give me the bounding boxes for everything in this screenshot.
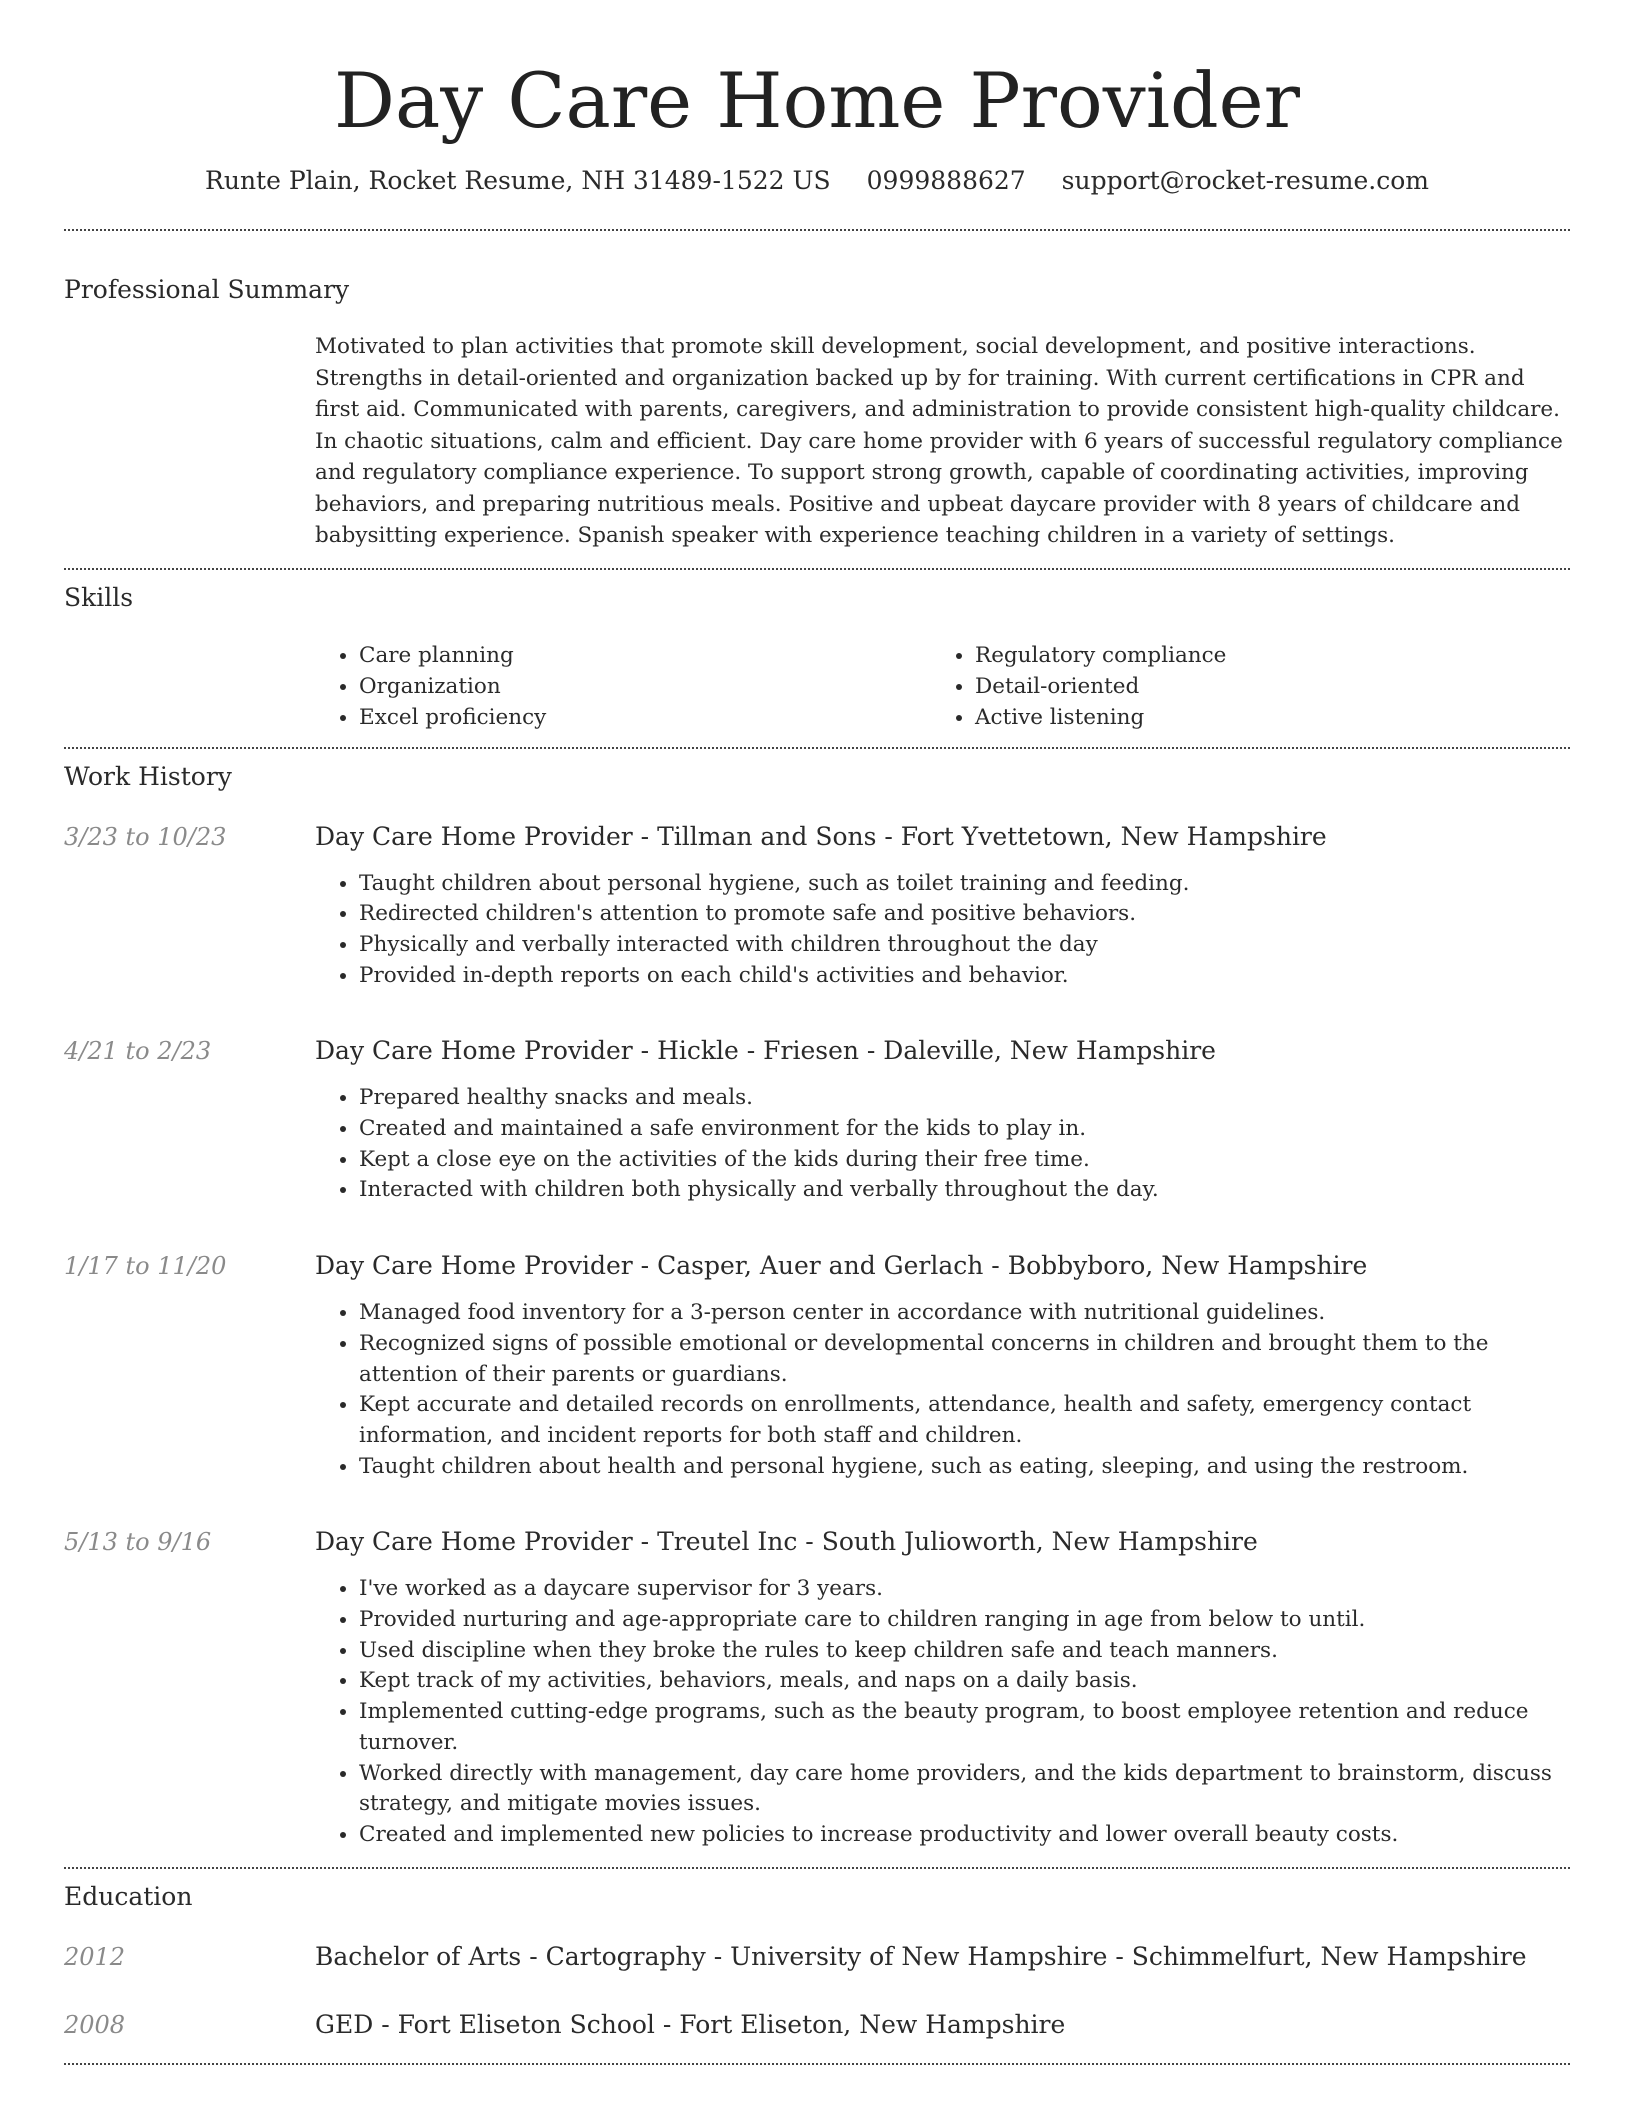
job-bullet: • Implemented cutting-edge programs, such as the beauty program, to boost employee retention and reduce turnover. (359, 1697, 1570, 1758)
job-bullet: • Managed food inventory for a 3-person center in accordance with nutritional guidelines. (359, 1298, 1570, 1329)
divider (64, 1867, 1570, 1869)
contact-line (64, 166, 1570, 195)
job-bullet: • Redirected children's attention to promote safe and positive behaviors. (359, 899, 1570, 930)
candidate-name: Day Care Home Provider (334, 56, 1300, 145)
skill-item: • Detail-oriented (975, 671, 1547, 702)
skills-list (315, 640, 1571, 733)
section-title-education: Education (64, 1881, 193, 1911)
education-date: 2012 (64, 1942, 126, 1971)
section-title-work-history: Work History (64, 761, 232, 791)
skills-column-left (315, 640, 931, 733)
job-date: 1/17 to 11/20 (64, 1252, 227, 1281)
education-date: 2008 (64, 2010, 126, 2039)
skills-column-right (931, 640, 1547, 733)
job-bullet: • Recognized signs of possible emotional or developmental concerns in children and brought them to the attention of their parents or guardians. (359, 1329, 1570, 1390)
resume-page (64, 0, 1570, 2065)
skill-item: • Excel proficiency (359, 702, 931, 733)
divider (64, 568, 1570, 570)
contact-phone: 0999888627 (866, 166, 1026, 195)
job-bullet: • Worked directly with management, day care home providers, and the kids department to brainstorm, discuss strategy, and mitigate movies issues. (359, 1759, 1570, 1820)
job-bullets (315, 1574, 1570, 1850)
job-entry (64, 1250, 1570, 1482)
job-heading: Day Care Home Provider - Hickle - Friesen - Daleville, New Hampshire (315, 1036, 1216, 1066)
job-bullet: • Interacted with children both physically and verbally throughout the day. (359, 1175, 1570, 1206)
skill-item: • Active listening (975, 702, 1547, 733)
contact-email: support@rocket-resume.com (1061, 166, 1429, 195)
job-bullets (315, 1083, 1570, 1206)
job-bullet: • Kept track of my activities, behaviors, meals, and naps on a daily basis. (359, 1666, 1570, 1697)
job-bullet: • Used discipline when they broke the rules to keep children safe and teach manners. (359, 1636, 1570, 1667)
skill-item: • Regulatory compliance (975, 640, 1547, 671)
job-entry (64, 1526, 1570, 1850)
education-heading: GED - Fort Eliseton School - Fort Eliseton, New Hampshire (315, 2009, 1066, 2039)
summary-text: Motivated to plan activities that promote skill development, social development, and positive interactions. Strengths in detail-oriented and organization backed up by for training. With current certifications in CPR and first aid. Communicated with parents, caregivers, and administration to provide consistent high-quality childcare. In chaotic situations, calm and efficient. Day care home provider with 6 years of successful regulatory compliance and regulatory compliance experience. To support strong growth, capable of coordinating activities, improving behaviors, and preparing nutritious meals. Positive and upbeat daycare provider with 8 years of childcare and babysitting experience. Spanish speaker with experience teaching children in a variety of settings. (315, 334, 1563, 548)
skill-item: • Care planning (359, 640, 931, 671)
education-heading: Bachelor of Arts - Cartography - University of New Hampshire - Schimmelfurt, New Hampshire (315, 1941, 1527, 1971)
job-bullet: • Kept a close eye on the activities of the kids during their free time. (359, 1145, 1570, 1176)
divider (64, 747, 1570, 749)
contact-address: Runte Plain, Rocket Resume, NH 31489-1522 US (205, 166, 831, 195)
education-entry (64, 1941, 1570, 1973)
job-bullets (315, 869, 1570, 992)
divider (64, 229, 1570, 231)
education-entry (64, 2009, 1570, 2041)
job-bullet: • Prepared healthy snacks and meals. (359, 1083, 1570, 1114)
job-date: 5/13 to 9/16 (64, 1528, 212, 1557)
skill-item: • Organization (359, 671, 931, 702)
job-bullet: • Kept accurate and detailed records on enrollments, attendance, health and safety, emergency contact information, and incident reports for both staff and children. (359, 1390, 1570, 1451)
job-bullets (315, 1298, 1570, 1482)
job-bullet: • Physically and verbally interacted with children throughout the day (359, 930, 1570, 961)
job-entry (64, 1035, 1570, 1206)
job-date: 4/21 to 2/23 (64, 1037, 212, 1066)
job-bullet: • Created and maintained a safe environment for the kids to play in. (359, 1114, 1570, 1145)
job-bullet: • I've worked as a daycare supervisor for 3 years. (359, 1574, 1570, 1605)
section-title-skills: Skills (64, 582, 134, 612)
job-heading: Day Care Home Provider - Casper, Auer and Gerlach - Bobbyboro, New Hampshire (315, 1251, 1368, 1281)
job-heading: Day Care Home Provider - Treutel Inc - South Julioworth, New Hampshire (315, 1527, 1258, 1557)
divider (64, 2063, 1570, 2065)
job-bullet: • Provided in-depth reports on each child's activities and behavior. (359, 961, 1570, 992)
job-bullet: • Provided nurturing and age-appropriate care to children ranging in age from below to until. (359, 1605, 1570, 1636)
job-bullet: • Taught children about health and personal hygiene, such as eating, sleeping, and using the restroom. (359, 1452, 1570, 1483)
section-title-summary: Professional Summary (64, 275, 350, 304)
job-date: 3/23 to 10/23 (64, 822, 227, 851)
job-bullet: • Taught children about personal hygiene, such as toilet training and feeding. (359, 869, 1570, 900)
job-entry (64, 821, 1570, 992)
job-heading: Day Care Home Provider - Tillman and Sons - Fort Yvettetown, New Hampshire (315, 821, 1327, 851)
job-bullet: • Created and implemented new policies to increase productivity and lower overall beauty costs. (359, 1820, 1570, 1851)
